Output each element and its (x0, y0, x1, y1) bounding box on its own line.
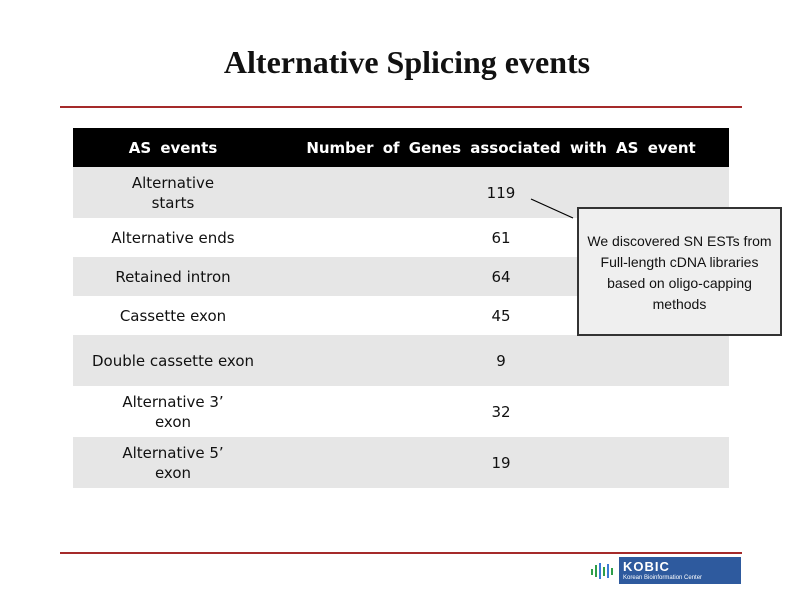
table-row (73, 437, 729, 488)
header-as-events: AS events (73, 128, 273, 167)
callout-box (577, 207, 782, 336)
event-name: Cassette exon (73, 296, 273, 335)
bottom-divider (60, 552, 742, 554)
table-row (73, 386, 729, 437)
gene-count: 32 (273, 386, 729, 437)
dna-wave-icon (587, 557, 619, 584)
table-row (73, 335, 729, 386)
top-divider (60, 106, 742, 108)
gene-count: 19 (273, 437, 729, 488)
event-name: Alternative 5’ exon (73, 437, 273, 488)
event-name: Alternative ends (73, 218, 273, 257)
gene-count: 119 (273, 167, 729, 218)
logo-name: KOBIC (623, 558, 670, 574)
callout-text: We discovered SN ESTs from Full-length cDNA libraries based on oligo-capping methods (587, 233, 772, 312)
slide-title: Alternative Splicing events (223, 44, 591, 80)
event-name: Alternative 3’ exon (73, 386, 273, 437)
header-gene-count: Number of Genes associated with AS event (273, 128, 729, 167)
gene-count: 64 (273, 257, 729, 296)
logo-subtitle: Korean Bioinformation Center (623, 574, 703, 581)
gene-count: 61 (273, 218, 729, 257)
event-name: Double cassette exon (73, 335, 273, 386)
gene-count: 9 (273, 335, 729, 386)
event-name: Alternative starts (73, 167, 273, 218)
gene-count: 45 (273, 296, 729, 335)
table-header-row (73, 128, 729, 167)
event-name: Retained intron (73, 257, 273, 296)
kobic-logo (587, 557, 741, 584)
